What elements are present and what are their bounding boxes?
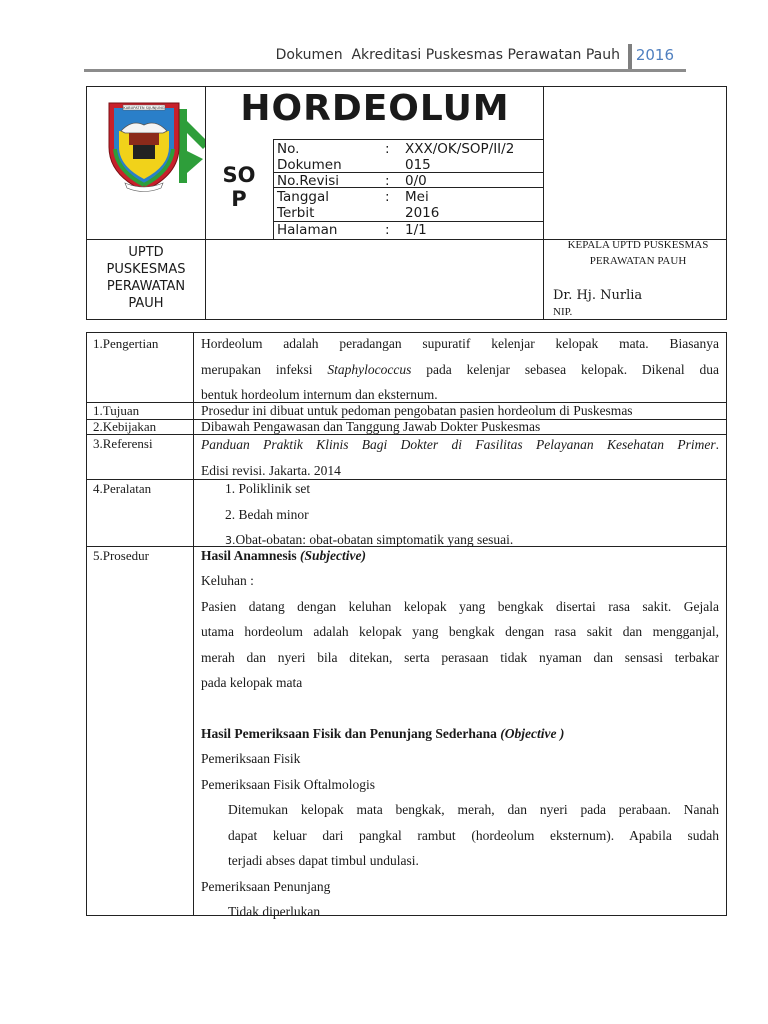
logo-banner-text: KABUPATEN SIJUNJUNG <box>123 106 165 111</box>
header-text: Dokumen Akreditasi Puskesmas Perawatan Pauh <box>275 47 620 63</box>
heading-italic: (Subjective) <box>300 548 367 563</box>
list-number: 3. <box>225 534 236 547</box>
meta-key: Halaman <box>277 222 338 238</box>
meta-key-line: Tanggal <box>277 189 330 205</box>
document-header <box>84 44 684 70</box>
approver-nip: NIP. <box>553 306 573 318</box>
row-label-peralatan: 4.Peralatan <box>93 481 152 496</box>
meta-key-line: No. <box>277 141 300 157</box>
header-divider <box>628 44 632 71</box>
meta-separator: : <box>385 222 390 238</box>
approver-title-line: KEPALA UPTD PUSKESMAS <box>567 239 709 251</box>
subheading: Pemeriksaan Fisik <box>201 751 301 766</box>
heading-text: Hasil Pemeriksaan Fisik dan Penunjang Sederhana <box>201 725 501 741</box>
meta-value: 0/0 <box>405 173 427 189</box>
row-label-referensi: 3.Referensi <box>93 436 153 451</box>
list-text: Obat-obatan: obat-obatan simptomatik yang sesuai. <box>235 532 514 547</box>
meta-key: No.Revisi <box>277 173 340 189</box>
spacer <box>201 696 719 721</box>
text-line: Pasien datang dengan keluhan kelopak yang bengkak disertai rasa sakit. Gejala <box>201 598 719 614</box>
meta-key <box>277 189 329 221</box>
meta-separator: : <box>385 173 390 189</box>
meta-value-line: XXX/OK/SOP/II/2 <box>405 141 515 157</box>
text-fragment: merupakan infeksi <box>201 361 328 377</box>
indented-paragraph <box>201 797 719 874</box>
list-item: 1. Poliklinik set <box>225 481 311 496</box>
text-fragment: pada kelenjar sebasea kelopak. Dikenal dua <box>411 361 719 377</box>
text-line: Ditemukan kelopak mata bengkak, merah, dan nyeri pada perabaan. Nanah <box>228 802 719 817</box>
kebijakan-text: Dibawah Pengawasan dan Tanggung Jawab Dokter Puskesmas <box>201 419 541 434</box>
text-line: Tidak diperlukan <box>228 904 321 919</box>
org-line: PUSKESMAS <box>106 262 186 277</box>
text-line: Edisi revisi. Jakarta. 2014 <box>201 462 341 478</box>
grid-line <box>273 139 543 140</box>
meta-value: 1/1 <box>405 222 427 238</box>
organization-name <box>87 244 205 312</box>
text-line: merah dan nyeri bila ditekan, serta perasaan tidak nyaman dan sensasi terbakar <box>201 649 719 665</box>
grid-line <box>273 139 274 239</box>
meta-key-line: Dokumen <box>277 157 342 173</box>
row-label-kebijakan: 2.Kebijakan <box>93 419 157 434</box>
prosedur-text <box>201 543 719 925</box>
subheading: Keluhan : <box>201 573 254 588</box>
row-label-prosedur: 5.Prosedur <box>93 548 149 563</box>
text-fragment: . <box>715 437 719 452</box>
org-line: UPTD <box>128 245 164 260</box>
header-year: 2016 <box>635 46 674 64</box>
header-rule <box>84 69 686 72</box>
grid-line <box>193 333 194 915</box>
meta-value <box>405 141 514 173</box>
text-fragment-italic: Panduan Praktik Klinis Bagi Dokter di Fasilitas Pelayanan Kesehatan Primer <box>201 437 716 452</box>
org-line: PERAWATAN <box>106 279 186 294</box>
regency-logo <box>87 87 205 239</box>
section-heading <box>201 721 719 747</box>
text-line <box>201 432 719 458</box>
row-label-tujuan: 1.Tujuan <box>93 403 140 418</box>
logo-cell <box>87 87 205 239</box>
grid-line <box>543 87 544 319</box>
text-line: utama hordeolum adalah kelopak yang bengkak dengan rasa sakit dan mengganjal, <box>201 624 719 639</box>
tujuan-text: Prosedur ini dibuat untuk pedoman pengobatan pasien hordeolum di Puskesmas <box>201 403 633 418</box>
approver-title-line: PERAWATAN PAUH <box>589 255 687 267</box>
text-line: dapat keluar dari pangkal rambut (hordeolum eksternum). Apabila sudah <box>228 827 719 843</box>
text-line <box>201 357 719 383</box>
text-line: Hordeolum adalah peradangan supuratif kelenjar kelopak mata. Biasanya <box>201 336 719 351</box>
sop-header-table <box>86 86 727 320</box>
org-line: PAUH <box>128 296 164 311</box>
sop-content-table <box>86 332 727 919</box>
meta-key <box>277 141 342 173</box>
meta-value-line: 015 <box>405 157 431 173</box>
meta-separator: : <box>385 141 390 157</box>
text-line: bentuk hordeolum internum dan eksternum. <box>201 387 438 402</box>
pengertian-text <box>201 331 719 408</box>
subheading: Pemeriksaan Penunjang <box>201 878 331 894</box>
grid-line <box>205 87 206 319</box>
list-item: 2. Bedah minor <box>225 506 309 522</box>
meta-separator: : <box>385 189 390 205</box>
subheading: Pemeriksaan Fisik Oftalmologis <box>201 776 375 792</box>
peralatan-list <box>225 476 705 554</box>
heading-text: Hasil Anamnesis <box>201 548 301 563</box>
sop-label-line: P <box>231 187 247 211</box>
approver-title <box>549 237 727 269</box>
approver-name: Dr. Hj. Nurlia <box>553 288 643 303</box>
text-line: terjadi abses dapat timbul undulasi. <box>228 853 419 868</box>
sop-label-line: SO <box>222 163 256 187</box>
meta-value: Mei 2016 <box>405 189 440 221</box>
page-title: HORDEOLUM <box>240 88 510 129</box>
section-heading <box>201 543 719 568</box>
heading-italic: (Objective ) <box>500 725 565 741</box>
meta-key-line: Terbit <box>277 205 315 221</box>
row-label-pengertian: 1.Pengertian <box>93 336 159 351</box>
sop-label <box>209 163 269 211</box>
text-fragment-italic: Staphylococcus <box>327 361 412 377</box>
text-line: pada kelopak mata <box>201 675 303 690</box>
